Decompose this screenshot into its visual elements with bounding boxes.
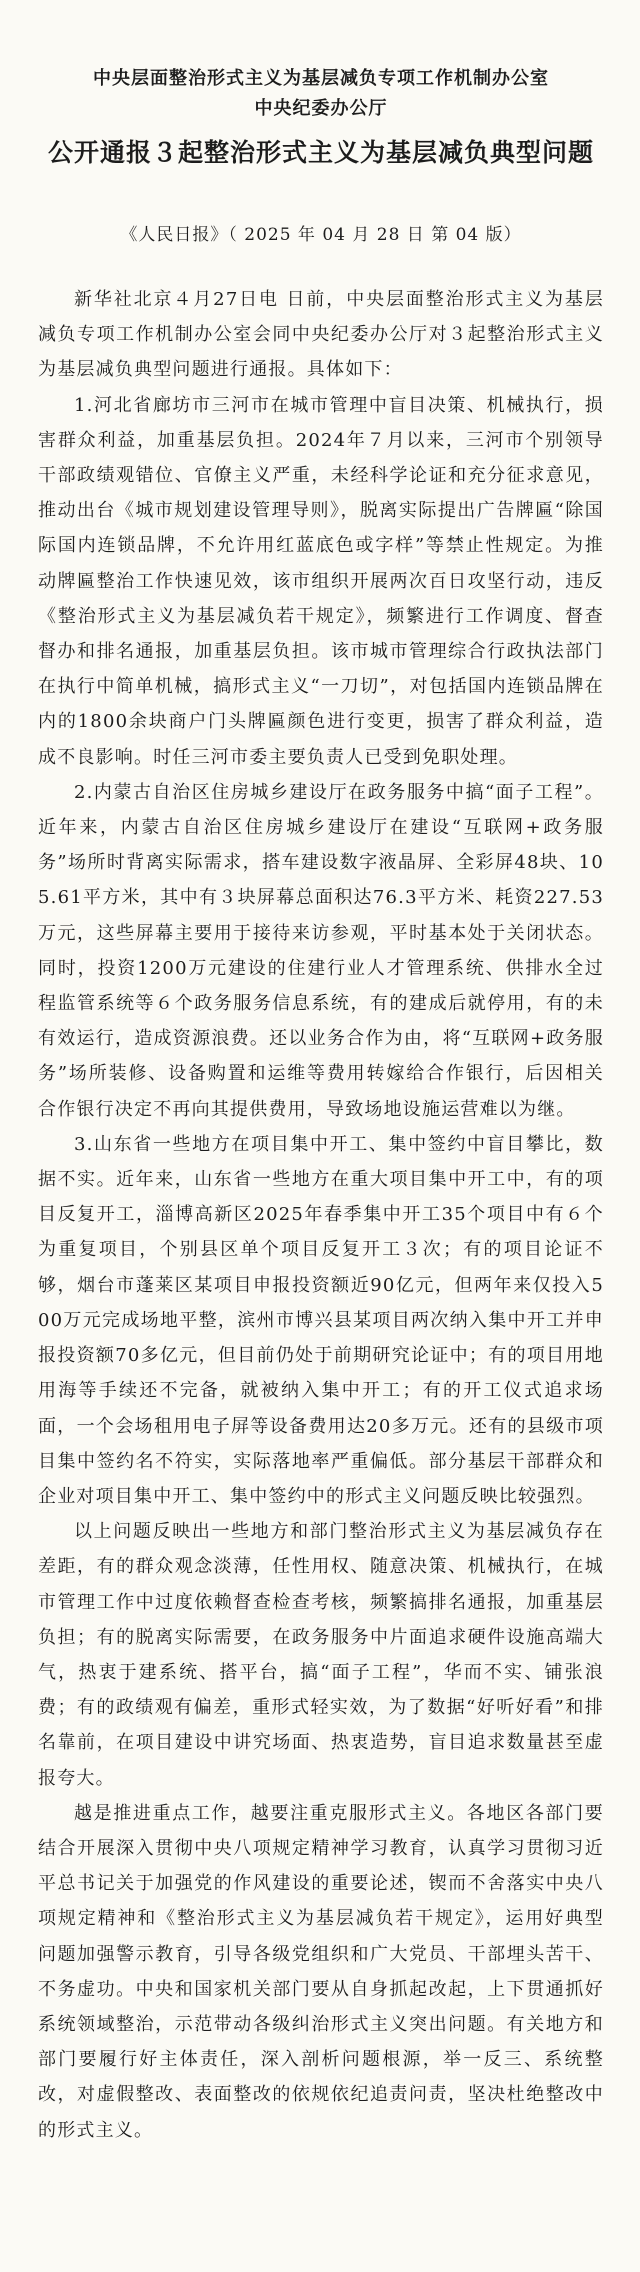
paragraph-requirements: 越是推进重点工作，越要注重克服形式主义。各地区各部门要结合开展深入贯彻中央八项规定精神学习教育，认真学习贯彻习近平总书记关于加强党的作风建设的重要论述，锲而不舍落实中央八项规定精神和《整治形式主义为基层减负若干规定》，运用好典型问题加强警示教育，引导各级党组织和广大党员、干部埋头苦干、不务虚功。中央和国家机关部门要从自身抓起改起，上下贯通抓好系统领域整治，示范带动各级纠治形式主义突出问题。有关地方和部门要履行好主体责任，深入剖析问题根源，举一反三、系统整改，对虚假整改、表面整改的依规依纪追责问责，坚决杜绝整改中的形式主义。 bbox=[38, 1802, 604, 2141]
paragraph-analysis: 以上问题反映出一些地方和部门整治形式主义为基层减负存在差距，有的群众观念淡薄，任性用权、随意决策、机械执行，在城市管理工作中过度依赖督查检查考核，频繁搞排名通报，加重基层负担；有的脱离实际需要，在政务服务中片面追求硬件设施高端大气，热衷于建系统、搭平台，搞“面子工程”，华而不实、铺张浪费；有的政绩观有偏差，重形式轻实效，为了数据“好听好看”和排名靠前，在项目建设中讲究场面、热衷造势，盲目追求数量甚至虚报夸大。 bbox=[38, 1521, 604, 1789]
issuer-line-1: 中央层面整治形式主义为基层减负专项工作机制办公室 bbox=[93, 68, 549, 89]
headline: 公开通报３起整治形式主义为基层减负典型问题 bbox=[47, 138, 594, 167]
paragraph-intro: 新华社北京４月27日电 日前，中央层面整治形式主义为基层减负专项工作机制办公室会同中央纪委办公厅对３起整治形式主义为基层减负典型问题进行通报。具体如下： bbox=[38, 289, 604, 381]
paragraph-case-3: 3.山东省一些地方在项目集中开工、集中签约中盲目攀比，数据不实。近年来，山东省一些地方在重大项目集中开工中，有的项目反复开工，淄博高新区2025年春季集中开工35个项目中有６个为重复项目，个别县区单个项目反复开工３次；有的项目论证不够，烟台市蓬莱区某项目申报投资额近90亿元，但两年来仅投入500万元完成场地平整，滨州市博兴县某项目两次纳入集中开工并申报投资额70多亿元，但目前仍处于前期研究论证中；有的项目用地用海等手续还不完备，就被纳入集中开工；有的开工仪式追求场面，一个会场租用电子屏等设备费用达20多万元。还有的县级市项目集中签约名不符实，实际落地率严重偏低。部分基层干部群众和企业对项目集中开工、集中签约中的形式主义问题反映比较强烈。 bbox=[38, 1133, 604, 1507]
issuer-line-2: 中央纪委办公厅 bbox=[254, 98, 388, 119]
paragraph-case-1: 1.河北省廊坊市三河市在城市管理中盲目决策、机械执行，损害群众利益，加重基层负担。2024年７月以来，三河市个别领导干部政绩观错位、官僚主义严重，未经科学论证和充分征求意见，推动出台《城市规划建设管理导则》，脱离实际提出广告牌匾“除国际国内连锁品牌，不允许用红蓝底色或字样”等禁止性规定。为推动牌匾整治工作快速见效，该市组织开展两次百日攻坚行动，违反《整治形式主义为基层减负若干规定》，频繁进行工作调度、督查督办和排名通报，加重基层负担。该市城市管理综合行政执法部门在执行中简单机械，搞形式主义“一刀切”，对包括国内连锁品牌在内的1800余块商户门头牌匾颜色进行变更，损害了群众利益，造成不良影响。时任三河市委主要负责人已受到免职处理。 bbox=[38, 394, 604, 768]
paragraph-case-2: 2.内蒙古自治区住房城乡建设厅在政务服务中搞“面子工程”。近年来，内蒙古自治区住房城乡建设厅在建设“互联网+政务服务”场所时背离实际需求，搭车建设数字液晶屏、全彩屏48块、105.61平方米，其中有３块屏幕总面积达76.3平方米、耗资227.53万元，这些屏幕主要用于接待来访参观，平时基本处于关闭状态。同时，投资1200万元建设的住建行业人才管理系统、供排水全过程监管系统等６个政务服务信息系统，有的建成后就停用，有的未有效运行，造成资源浪费。还以业务合作为由，将“互联网+政务服务”场所装修、设备购置和运维等费用转嫁给合作银行，后因相关合作银行决定不再向其提供费用，导致场地设施运营难以为继。 bbox=[38, 781, 604, 1120]
article-body bbox=[38, 282, 604, 2148]
source-line: 《人民日报》（ 2025 年 04 月 28 日 第 04 版） bbox=[120, 225, 522, 245]
